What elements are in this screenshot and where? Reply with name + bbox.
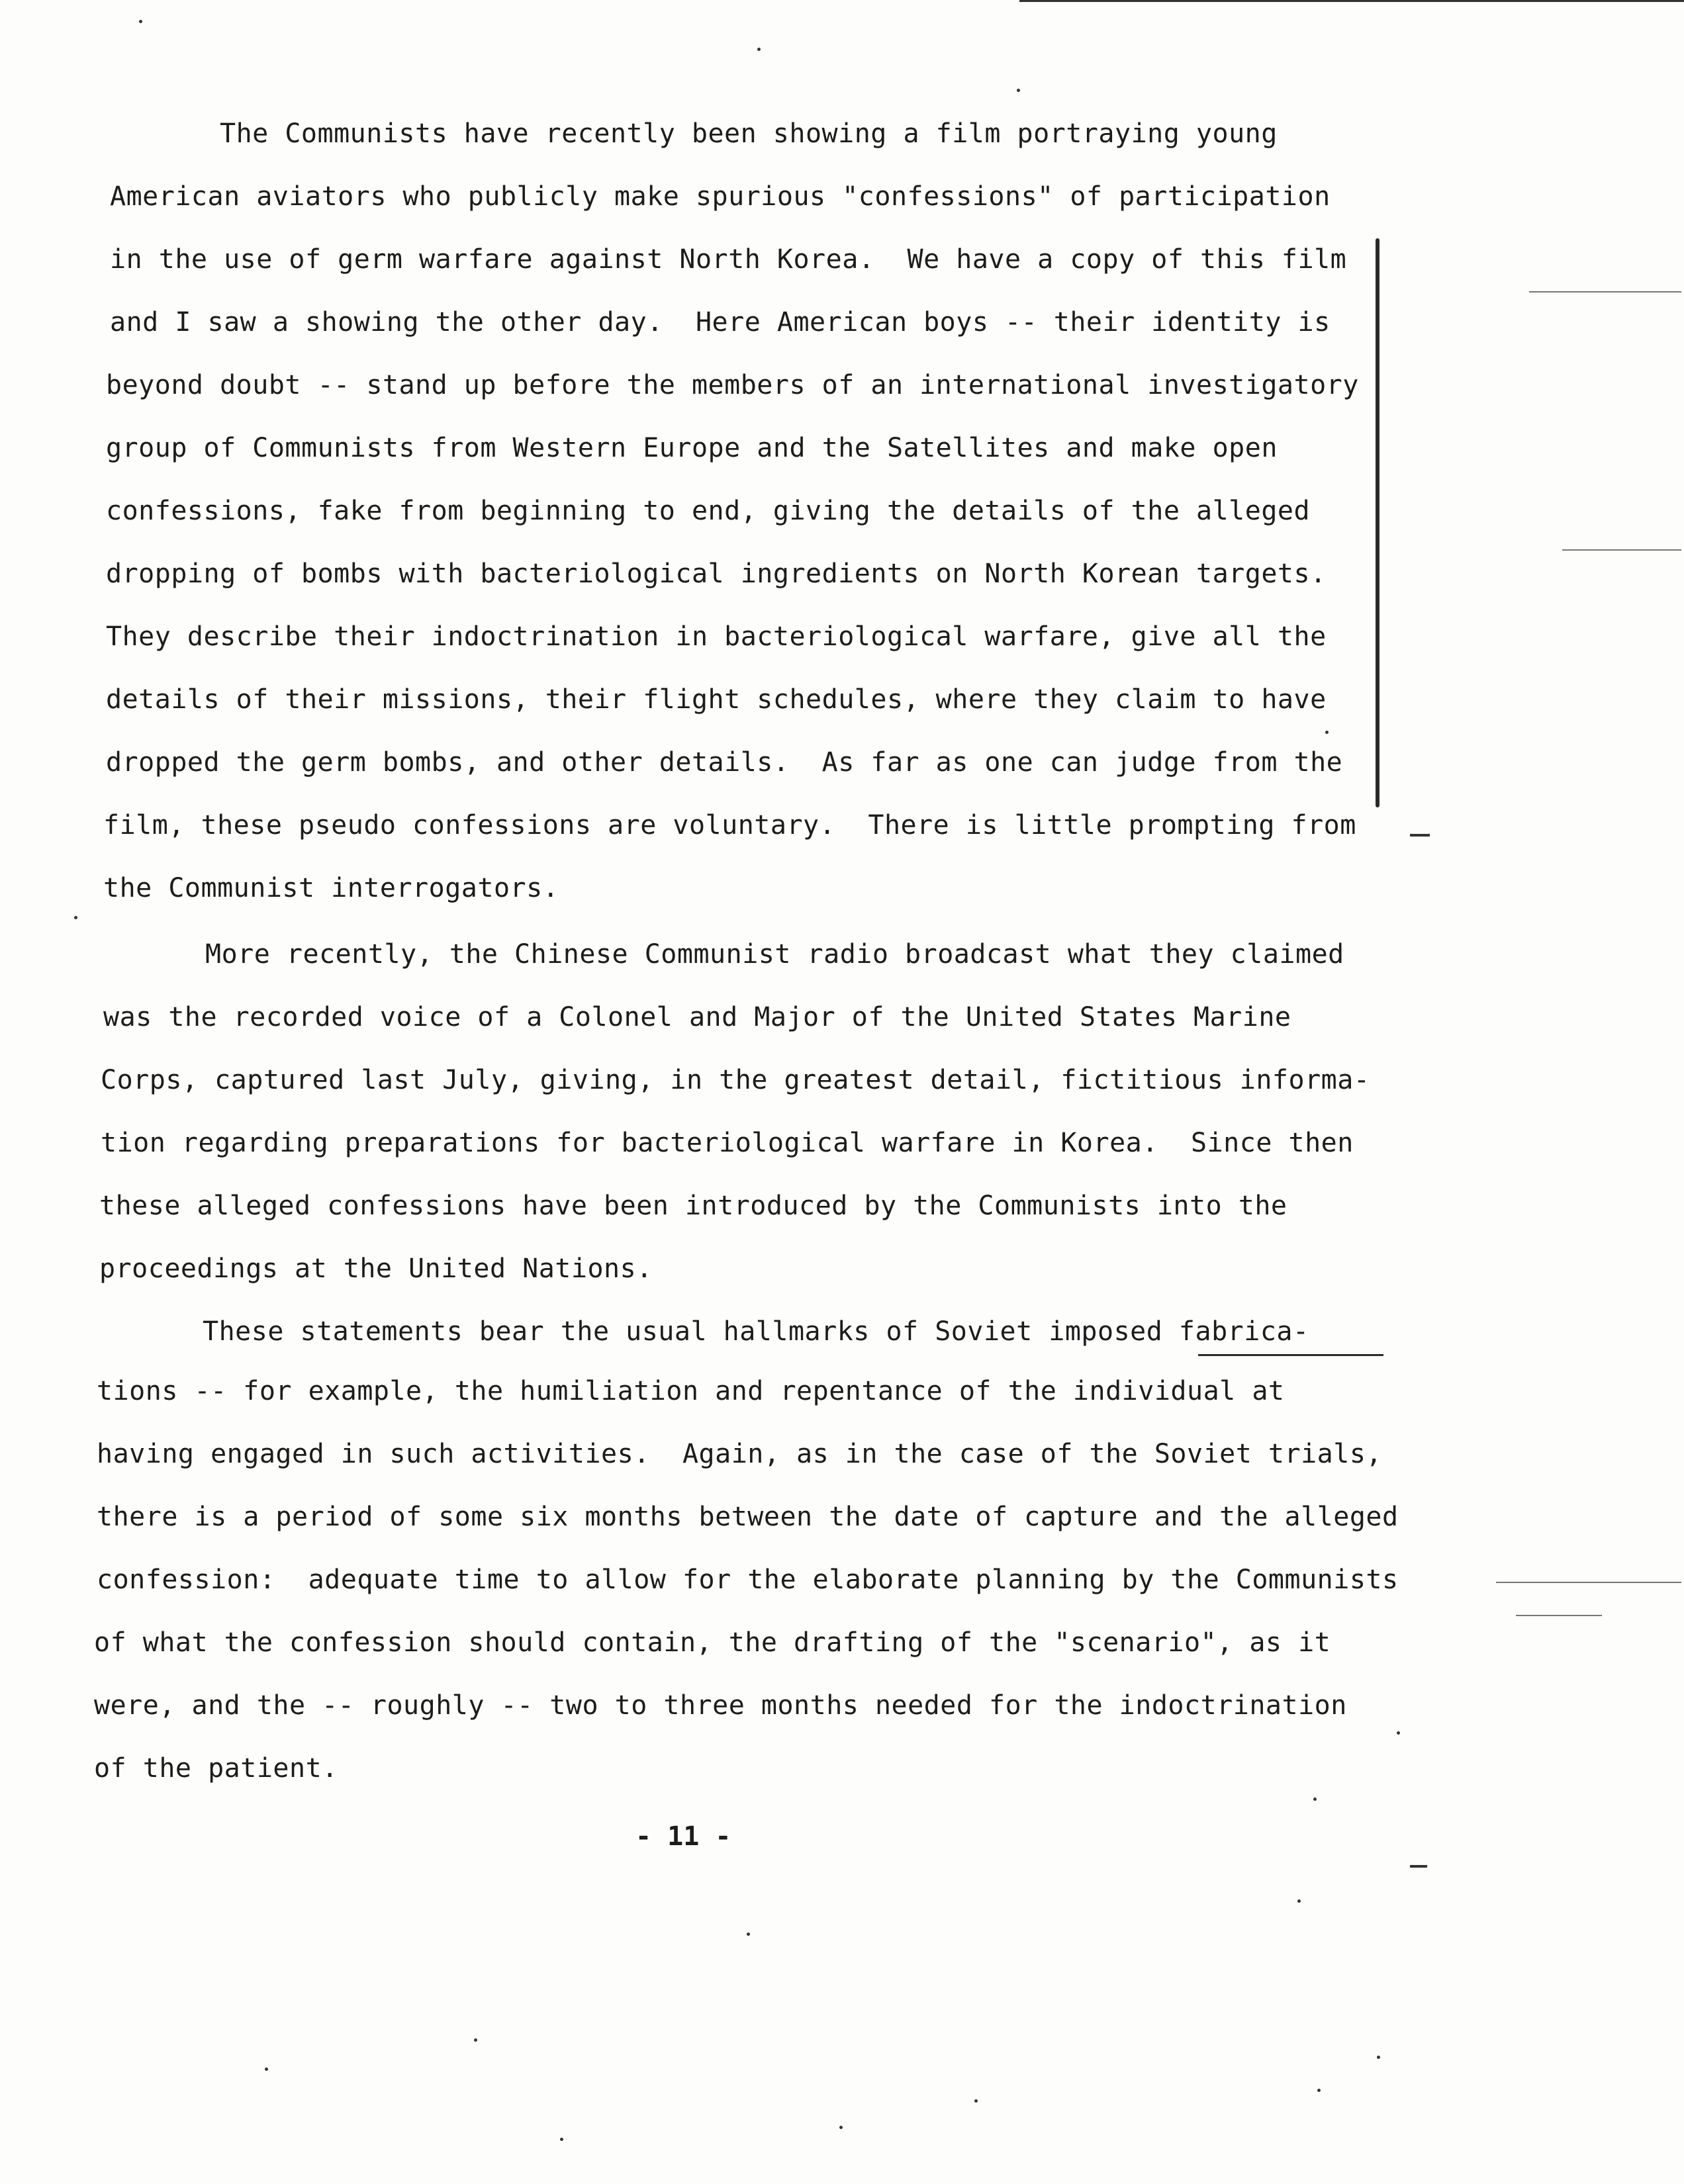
scan-dash-mark xyxy=(1410,1865,1427,1868)
scan-speck xyxy=(747,1933,750,1936)
scan-dash-mark xyxy=(1529,291,1681,293)
top-edge-rule xyxy=(1019,0,1684,2)
text-line: and I saw a showing the other day. Here American boys -- their identity is xyxy=(110,307,1331,338)
text-line: were, and the -- roughly -- two to three months needed for the indoctrination xyxy=(94,1690,1347,1721)
text-line: More recently, the Chinese Communist radio broadcast what they claimed xyxy=(205,939,1344,970)
text-line: having engaged in such activities. Again, as in the case of the Soviet trials, xyxy=(97,1439,1382,1469)
text-line: film, these pseudo confessions are voluntary. There is little prompting from xyxy=(103,810,1356,841)
scan-speck xyxy=(560,2138,563,2141)
text-line: was the recorded voice of a Colonel and Major of the United States Marine xyxy=(103,1002,1291,1032)
scan-speck xyxy=(1297,1899,1301,1903)
text-line: confession: adequate time to allow for the elaborate planning by the Communists xyxy=(97,1565,1399,1595)
text-line: the Communist interrogators. xyxy=(103,873,559,903)
scan-speck xyxy=(474,2038,477,2042)
text-line: of the patient. xyxy=(94,1753,338,1784)
text-line: tions -- for example, the humiliation and repentance of the individual at xyxy=(97,1376,1285,1406)
text-line: of what the confession should contain, the drafting of the "scenario", as it xyxy=(94,1627,1331,1658)
scan-speck xyxy=(1325,731,1329,734)
scan-dash-mark xyxy=(1496,1582,1681,1583)
scan-speck xyxy=(74,916,77,919)
text-line: tion regarding preparations for bacteriological warfare in Korea. Since then xyxy=(101,1128,1354,1158)
scan-speck xyxy=(1317,2089,1321,2092)
text-line: American aviators who publicly make spurious "confessions" of participation xyxy=(110,181,1331,212)
scan-speck xyxy=(1397,1731,1400,1735)
margin-annotation-bar xyxy=(1376,238,1380,807)
margin-underline-mark xyxy=(1198,1354,1383,1356)
text-line: there is a period of some six months between the date of capture and the alleged xyxy=(97,1502,1399,1532)
page-number: - 11 - xyxy=(635,1821,731,1852)
scan-speck xyxy=(1377,2056,1380,2059)
text-line: beyond doubt -- stand up before the members of an international investigatory xyxy=(106,370,1359,400)
text-line: details of their missions, their flight schedules, where they claim to have xyxy=(106,684,1327,715)
scan-speck xyxy=(1313,1797,1317,1801)
text-line: confessions, fake from beginning to end, giving the details of the alleged xyxy=(106,496,1311,526)
scan-speck xyxy=(265,2068,268,2071)
text-line: proceedings at the United Nations. xyxy=(99,1253,653,1284)
text-line: The Communists have recently been showing a film portraying young xyxy=(220,118,1278,149)
text-line: group of Communists from Western Europe and the Satellites and make open xyxy=(106,433,1278,463)
scan-dash-mark xyxy=(1516,1615,1602,1616)
text-line: in the use of germ warfare against North Korea. We have a copy of this film xyxy=(110,244,1347,275)
text-line: Corps, captured last July, giving, in the greatest detail, fictitious informa- xyxy=(101,1065,1370,1095)
text-line: these alleged confessions have been introduced by the Communists into the xyxy=(99,1191,1287,1221)
scan-speck xyxy=(839,2126,843,2129)
scan-dash-mark xyxy=(1410,834,1430,837)
scan-speck xyxy=(757,48,761,51)
scan-speck xyxy=(1017,89,1020,92)
text-line: dropped the germ bombs, and other details. As far as one can judge from the xyxy=(106,747,1343,778)
scan-dash-mark xyxy=(1562,549,1681,551)
text-line: They describe their indoctrination in bacteriological warfare, give all the xyxy=(106,621,1327,652)
scan-speck xyxy=(974,2099,978,2103)
text-line: dropping of bombs with bacteriological ingredients on North Korean targets. xyxy=(106,559,1327,589)
scan-speck xyxy=(139,20,142,23)
text-line: These statements bear the usual hallmarks of Soviet imposed fabrica- xyxy=(203,1316,1309,1347)
